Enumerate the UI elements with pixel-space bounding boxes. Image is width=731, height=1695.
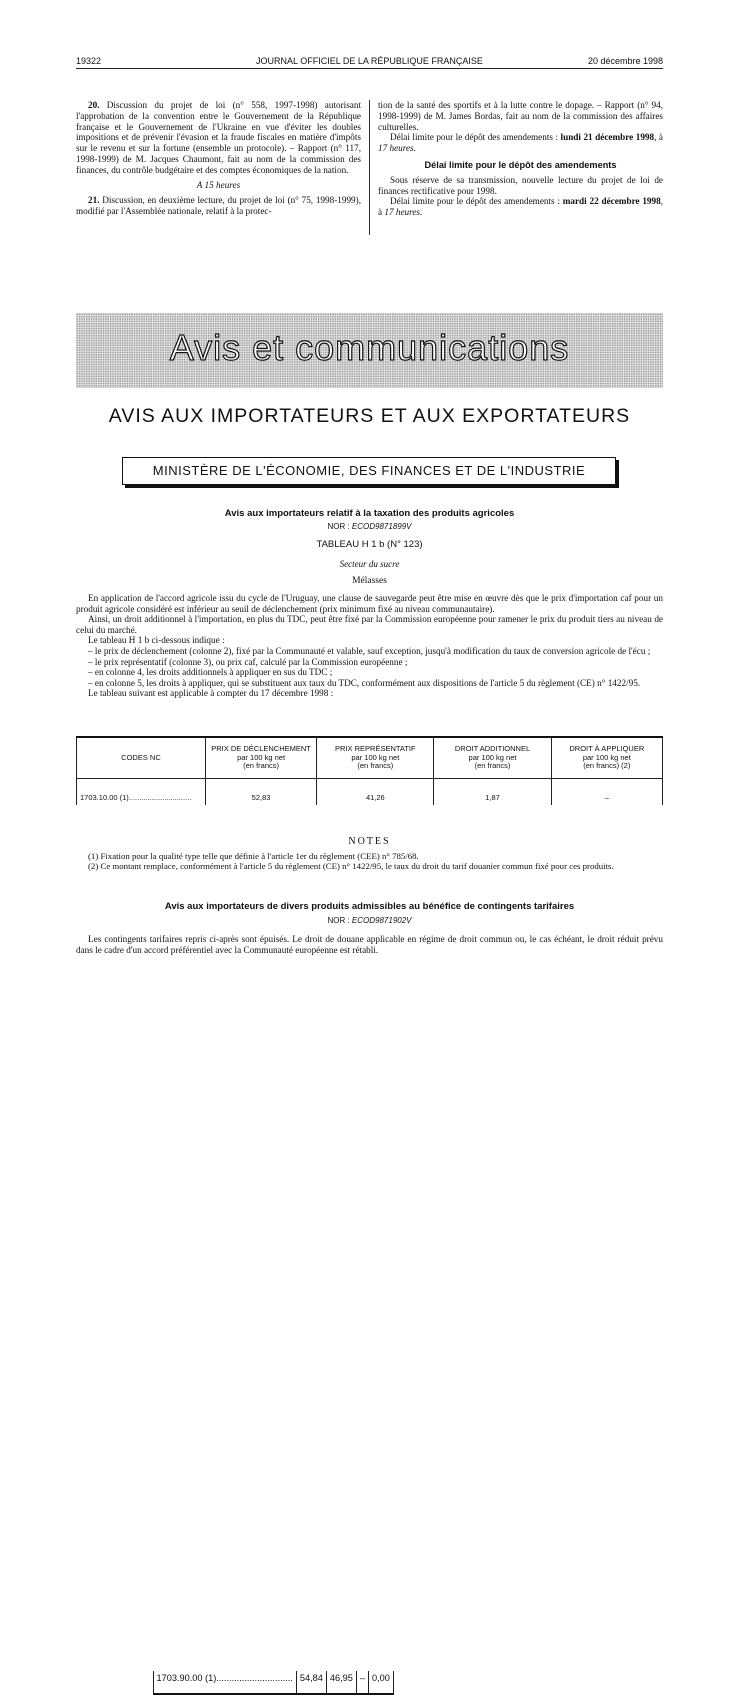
journal-title: JOURNAL OFFICIEL DE LA RÉPUBLIQUE FRANÇAISE <box>76 56 663 66</box>
column-header: DROIT ADDITIONNEL par 100 kg net (en francs) <box>434 737 551 779</box>
column-header: PRIX REPRÉSENTATIF par 100 kg net (en francs) <box>317 737 434 779</box>
notice-1-body <box>76 593 663 699</box>
table-cell: 0,00 <box>368 1671 393 1694</box>
notice-1-title: Avis aux importateurs relatif à la taxation des produits agricoles <box>76 508 663 519</box>
right-column <box>378 100 663 218</box>
column-header: DROIT À APPLIQUER par 100 kg net (en francs) (2) <box>551 737 662 779</box>
paragraph: Le tableau suivant est applicable à compter du 17 décembre 1998 : <box>76 688 663 699</box>
banner-title: Avis et communications <box>76 327 663 369</box>
table-cell: 1,87 <box>434 779 551 806</box>
agenda-item-21-continued: tion de la santé des sportifs et à la lutte contre le dopage. – Rapport (n° 94, 1998-1999) de M. James Bordas, fait au nom de la commission des affaires culturelles. <box>378 100 663 132</box>
table-row <box>153 1671 731 1695</box>
agenda-item-20: 20. Discussion du projet de loi (n° 558, 1997-1998) autorisant l'approbation de la convention entre le Gouvernement de la République française et le Gouvernement de l'Ukraine en vue d'éviter les doubles impositions et de prévenir l'évasion et la fraude fiscales en matière d'impôts sur le revenu et sur la fortune (ensemble un protocole). – Rapport (n° 117, 1998-1999) de M. Jacques Chaumont, fait au nom de la commission des finances, du contrôle budgétaire et des comptes économiques de la nation. <box>76 100 361 176</box>
notes-heading: NOTES <box>76 836 663 847</box>
product-label: Mélasses <box>76 576 663 586</box>
ministry-box: MINISTÈRE DE L'ÉCONOMIE, DES FINANCES ET DE L'INDUSTRIE <box>122 457 616 485</box>
table-header-row <box>77 737 663 779</box>
column-divider <box>369 100 370 235</box>
issue-date: 20 décembre 1998 <box>588 56 663 66</box>
notice-1-nor: NOR : ECOD9871899V <box>76 522 663 531</box>
column-header: CODES NC <box>77 737 206 779</box>
table-cell: 1703.90.00 (1).............................. <box>153 1671 296 1694</box>
deadline-2: Délai limite pour le dépôt des amendements : mardi 22 décembre 1998, à 17 heures. <box>378 196 663 218</box>
list-item: – le prix de déclenchement (colonne 2), fixé par la Communauté et valable, sauf exception, jusqu'à modification du taux de conversion agricole de l'écu ; <box>64 646 663 657</box>
header-rule <box>76 68 663 69</box>
sector-label: Secteur du sucre <box>76 559 663 569</box>
table-row <box>77 779 663 806</box>
left-column <box>76 100 361 217</box>
list-item: – en colonne 5, les droits à appliquer, qui se substituent aux taux du TDC, conformément aux dispositions de l'article 5 du règlement (CE) n° 1422/95. <box>64 678 663 689</box>
section-title: AVIS AUX IMPORTATEURS ET AUX EXPORTATEURS <box>76 405 663 428</box>
table-cell: 54,84 <box>296 1671 326 1694</box>
deadline-1: Délai limite pour le dépôt des amendements : lundi 21 décembre 1998, à 17 heures. <box>378 132 663 154</box>
table-cell: 52,83 <box>205 779 316 806</box>
agenda-item-21: 21. Discussion, en deuxième lecture, du projet de loi (n° 75, 1998-1999), modifié par l'Assemblée nationale, relatif à la protec- <box>76 195 361 217</box>
notes-body <box>76 851 663 872</box>
notice-2-title: Avis aux importateurs de divers produits admissibles au bénéfice de contingents tarifaires <box>76 901 663 912</box>
list-item: – le prix représentatif (colonne 3), ou prix caf, calculé par la Commission européenne ; <box>64 657 663 668</box>
section-banner <box>76 313 663 388</box>
paragraph: Le tableau H 1 b ci-dessous indique : <box>76 635 663 646</box>
table-cell: 46,95 <box>326 1671 356 1694</box>
table-cell: 41,26 <box>317 779 434 806</box>
note: (2) Ce montant remplace, conformément à l'article 5 du règlement (CE) n° 1422/95, le taux du droit du tarif douanier commun fixé pour ces produits. <box>76 861 663 871</box>
table-reference: TABLEAU H 1 b (N° 123) <box>76 539 663 550</box>
list-item: – en colonne 4, les droits additionnels à appliquer en sus du TDC ; <box>64 667 663 678</box>
notice-2-nor: NOR : ECOD9871902V <box>76 916 663 925</box>
notice-2-body <box>76 934 663 955</box>
table-cell: 1703.10.00 (1).............................. <box>77 779 206 806</box>
paragraph: En application de l'accord agricole issu du cycle de l'Uruguay, une clause de sauvegarde peut être mise en œuvre dès que le prix d'importation caf pour un produit agricole considéré est inférieur au seuil de déclenchement (prix minimum fixé au niveau communautaire). <box>76 593 663 614</box>
page-number: 19322 <box>76 56 101 66</box>
session-time: A 15 heures <box>76 180 361 191</box>
table-cell: – <box>356 1671 368 1694</box>
column-header: PRIX DE DÉCLENCHEMENT par 100 kg net (en francs) <box>205 737 316 779</box>
deadline-paragraph: Sous réserve de sa transmission, nouvelle lecture du projet de loi de finances rectificative pour 1998. <box>378 175 663 197</box>
deadline-heading: Délai limite pour le dépôt des amendements <box>378 160 663 171</box>
note: (1) Fixation pour la qualité type telle que définie à l'article 1er du règlement (CEE) n° 785/68. <box>76 851 663 861</box>
paragraph: Les contingents tarifaires repris ci-après sont épuisés. Le droit de douane applicable en régime de droit commun ou, le cas échéant, le droit réduit prévu dans le cadre d'un accord préférentiel avec la Communauté européenne est rétabli. <box>76 934 663 955</box>
paragraph: Ainsi, un droit additionnel à l'importation, en plus du TDC, peut être fixé par la Commission européenne pour ramener le prix du produit tiers au niveau de celui du marché. <box>76 614 663 635</box>
table-cell: – <box>551 779 662 806</box>
tariff-table <box>76 736 663 805</box>
